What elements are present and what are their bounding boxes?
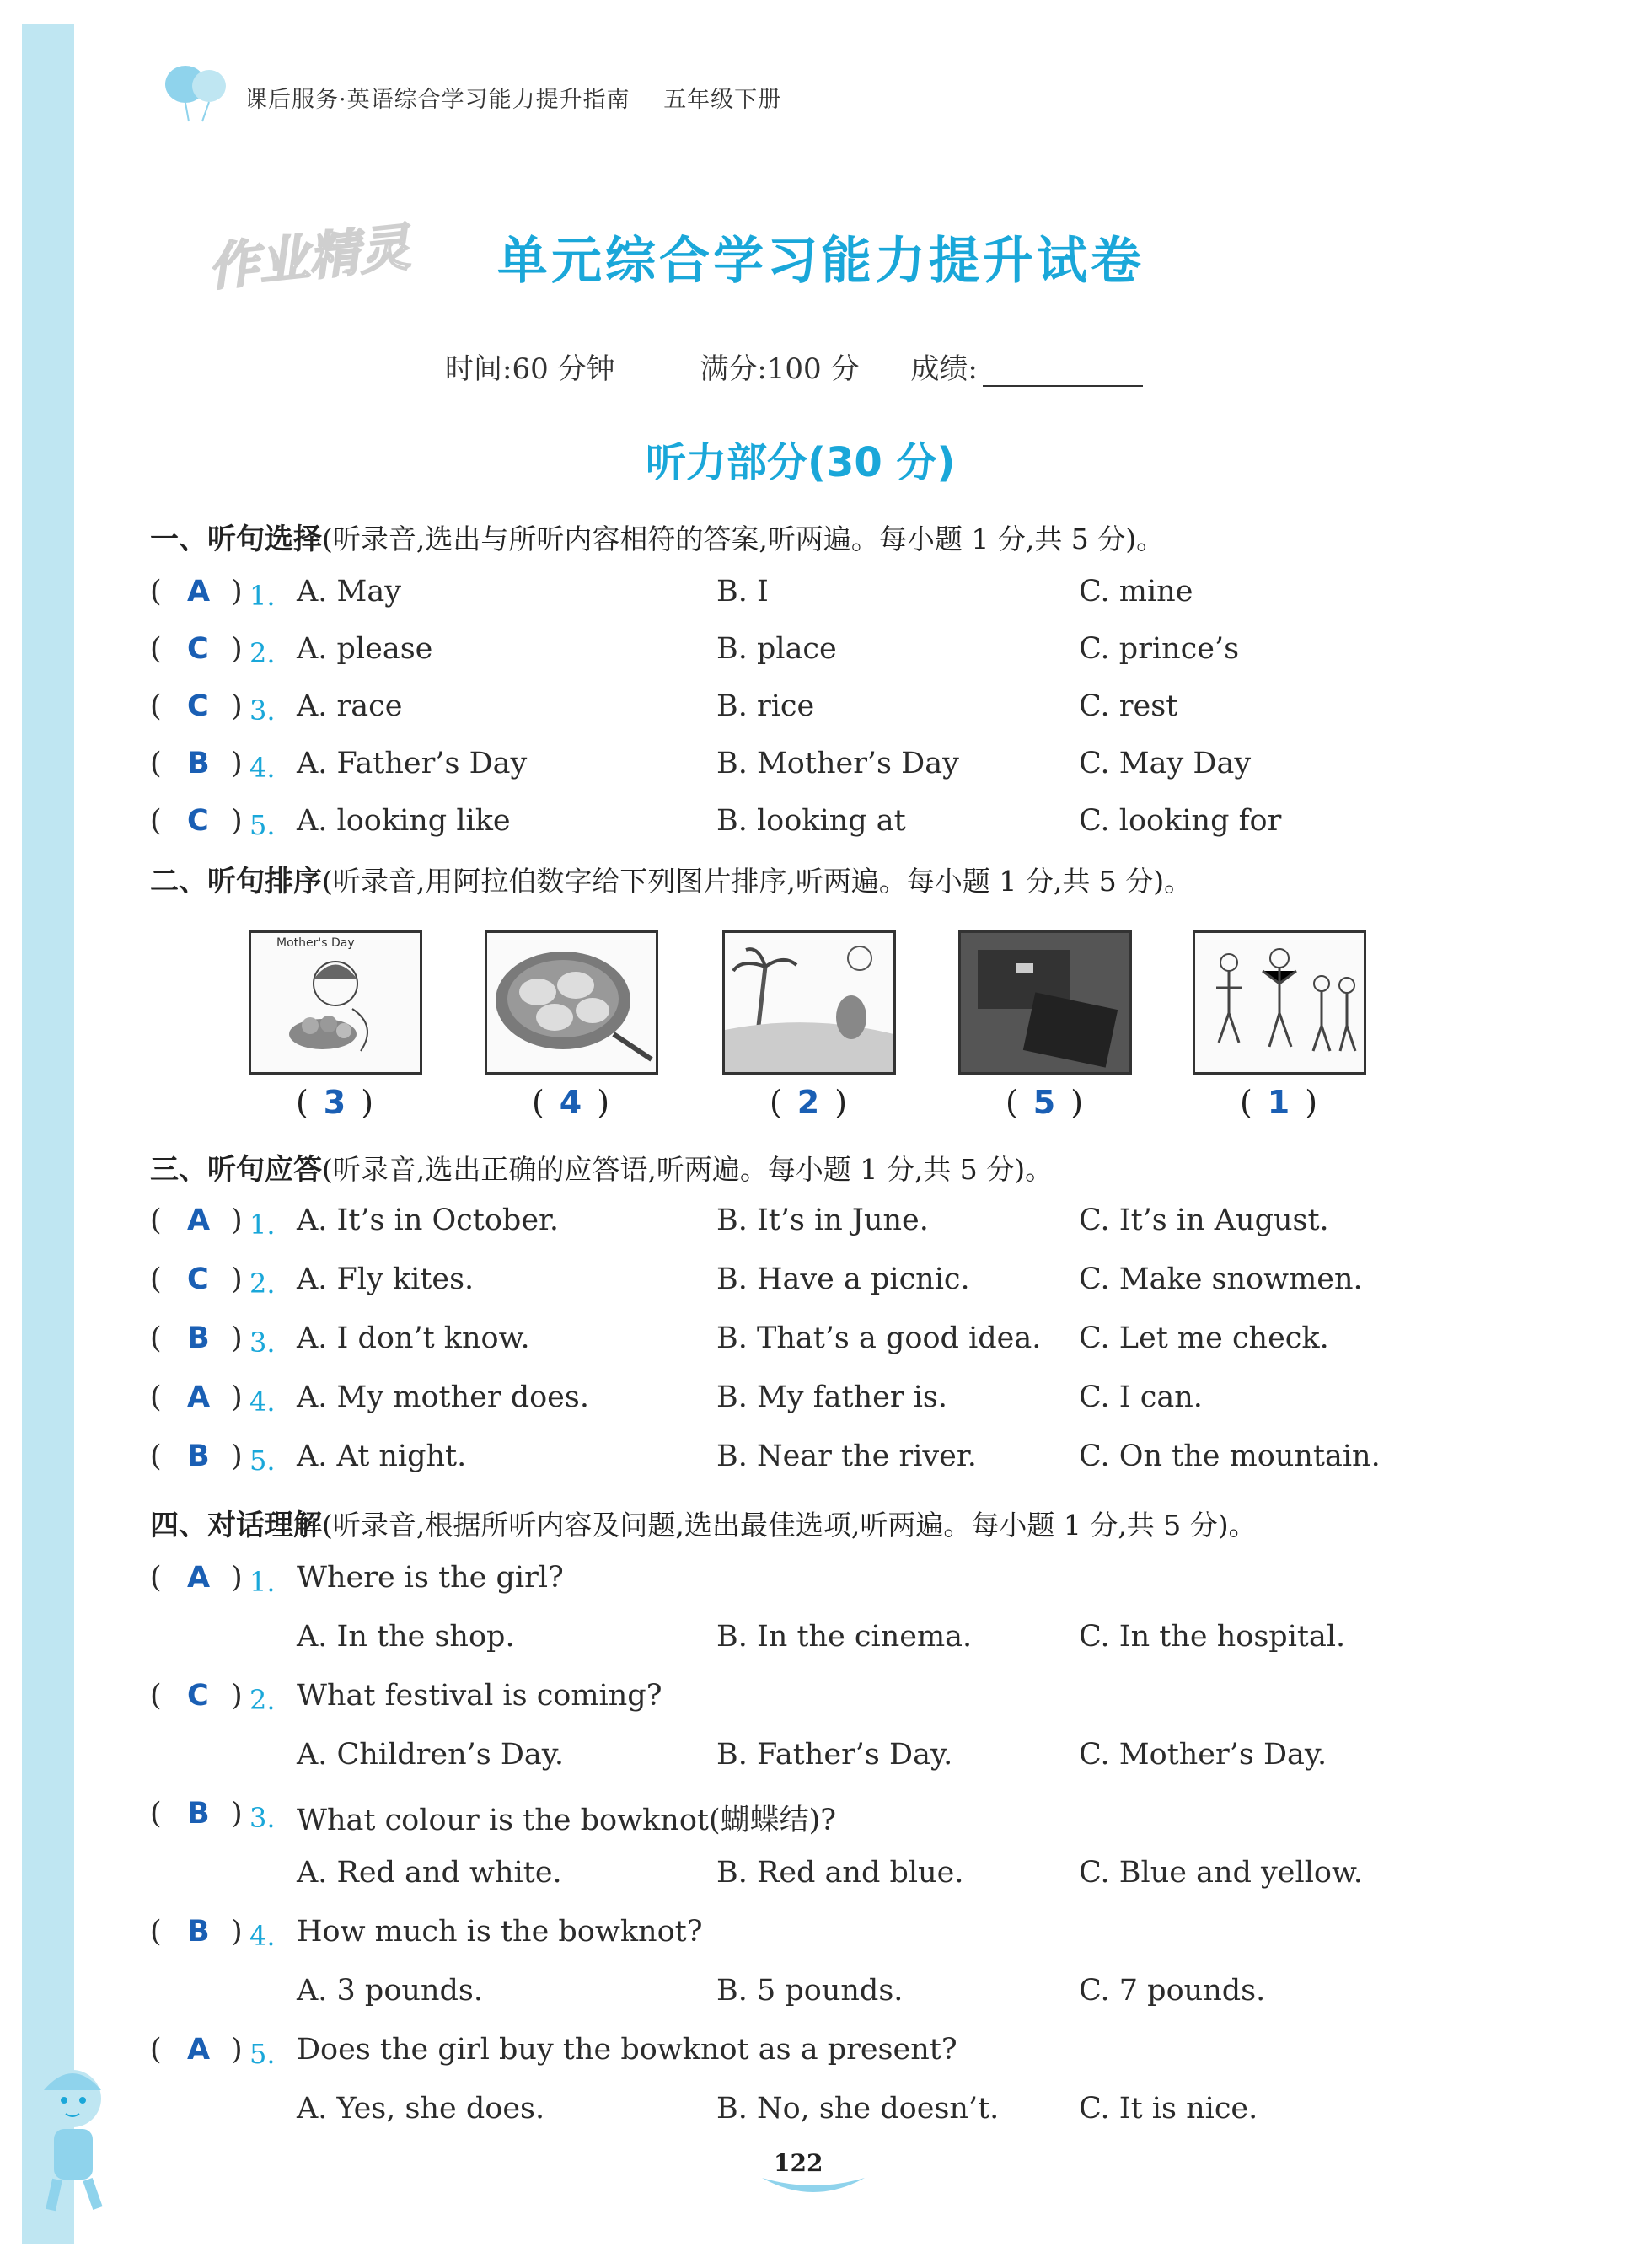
order-answer: 4 <box>559 1084 582 1121</box>
option-c[interactable]: C. On the mountain. <box>1079 1440 1381 1473</box>
answer-paren-open: ( <box>150 1797 162 1831</box>
picture-mothers-day <box>249 930 422 1075</box>
option-c[interactable]: C. rest <box>1079 689 1178 723</box>
option-a[interactable]: A. Fly kites. <box>297 1263 475 1296</box>
question-row <box>150 747 1499 789</box>
score-label: 成绩: <box>910 352 978 386</box>
option-a[interactable]: A. I don’t know. <box>297 1322 530 1355</box>
question-row <box>150 1561 1499 1603</box>
option-b[interactable]: B. place <box>716 632 837 666</box>
option-b[interactable]: B. It’s in June. <box>716 1204 929 1237</box>
cartoon-kid-icon <box>32 2056 125 2217</box>
question-text: Does the girl buy the bowknot as a present? <box>297 2033 957 2067</box>
option-b[interactable]: B. Mother’s Day <box>716 747 959 780</box>
question-number: 2. <box>249 637 276 669</box>
page-number: 122 <box>774 2149 823 2177</box>
order-answer: 1 <box>1267 1084 1290 1121</box>
option-b[interactable]: B. That’s a good idea. <box>716 1322 1042 1355</box>
answer-letter[interactable]: B <box>187 1440 210 1473</box>
option-b[interactable]: B. Father’s Day. <box>716 1738 953 1772</box>
option-a[interactable]: A. please <box>297 632 433 666</box>
picture-row <box>249 930 1412 1078</box>
section-head: 一、听句选择 <box>150 523 322 556</box>
answer-letter[interactable]: A <box>187 1381 211 1414</box>
option-c[interactable]: C. It is nice. <box>1079 2092 1258 2126</box>
option-a[interactable]: A. looking like <box>297 804 511 838</box>
option-a[interactable]: A. Children’s Day. <box>297 1738 565 1772</box>
option-c[interactable]: C. prince’s <box>1079 632 1240 666</box>
option-c[interactable]: C. Blue and yellow. <box>1079 1856 1363 1890</box>
order-blank-5[interactable]: ( 1 ) <box>1239 1084 1318 1121</box>
answer-paren-close: ) <box>231 1797 243 1831</box>
section-desc: (听录音,选出正确的应答语,听两遍。每小题 1 分,共 5 分)。 <box>322 1153 1054 1186</box>
question-row <box>150 1679 1499 1721</box>
question-row <box>150 1915 1499 1957</box>
answer-paren-close: ) <box>231 689 243 723</box>
question-row <box>150 689 1499 732</box>
section-1-heading <box>150 516 1164 557</box>
time-limit: 时间:60 分钟 <box>445 352 615 386</box>
answer-paren-close: ) <box>231 1263 243 1296</box>
option-b[interactable]: B. 5 pounds. <box>716 1974 904 2008</box>
option-a[interactable]: A. Yes, she does. <box>297 2092 545 2126</box>
answer-letter[interactable]: A <box>187 575 211 609</box>
option-a[interactable]: A. My mother does. <box>297 1381 589 1414</box>
order-blank-1[interactable]: ( 3 ) <box>295 1084 374 1121</box>
option-b[interactable]: B. I <box>716 575 769 609</box>
answer-paren-open: ( <box>150 747 162 780</box>
option-a[interactable]: A. In the shop. <box>297 1620 515 1654</box>
option-b[interactable]: B. rice <box>716 689 815 723</box>
part-title: 听力部分(30 分) <box>646 439 956 486</box>
option-c[interactable]: C. I can. <box>1079 1381 1203 1414</box>
order-answer: 2 <box>796 1084 820 1121</box>
question-number: 5. <box>249 1445 276 1477</box>
section-3-heading <box>150 1146 1053 1188</box>
answer-paren-open: ( <box>150 2033 162 2067</box>
options-row <box>150 1620 1499 1662</box>
question-row <box>150 1263 1499 1305</box>
answer-letter[interactable]: B <box>187 1915 210 1949</box>
options-row <box>150 2092 1499 2134</box>
grade-label: 五年级下册 <box>663 87 782 113</box>
option-c[interactable]: C. Mother’s Day. <box>1079 1738 1327 1772</box>
option-a[interactable]: A. race <box>297 689 403 723</box>
question-row <box>150 1797 1499 1839</box>
section-head: 四、对话理解 <box>150 1509 322 1542</box>
options-row <box>150 1856 1499 1898</box>
answer-letter[interactable]: B <box>187 1797 210 1831</box>
question-text: What colour is the bowknot(蝴蝶结)? <box>297 1804 837 1837</box>
question-row <box>150 2033 1499 2075</box>
option-c[interactable]: C. In the hospital. <box>1079 1620 1346 1654</box>
running-header <box>244 81 807 114</box>
page-title: 单元综合学习能力提升试卷 <box>497 232 1145 291</box>
page-swoosh-decor <box>759 2173 868 2201</box>
question-number: 3. <box>249 1802 276 1834</box>
order-blank-2[interactable]: ( 4 ) <box>531 1084 610 1121</box>
question-row <box>150 632 1499 674</box>
order-answer: 5 <box>1032 1084 1056 1121</box>
option-a[interactable]: A. May <box>297 575 402 609</box>
answer-paren-close: ) <box>231 1561 243 1595</box>
question-row <box>150 575 1499 617</box>
option-c[interactable]: C. Make snowmen. <box>1079 1263 1363 1296</box>
question-number: 2. <box>249 1684 276 1716</box>
order-answer: 3 <box>323 1084 346 1121</box>
answer-paren-open: ( <box>150 1322 162 1355</box>
answer-letter[interactable]: A <box>187 1561 211 1595</box>
series-title: 课后服务·英语综合学习能力提升指南 <box>244 87 630 113</box>
question-number: 4. <box>249 1920 276 1952</box>
picture-family-race <box>1193 930 1366 1075</box>
section-desc: (听录音,用阿拉伯数字给下列图片排序,听两遍。每小题 1 分,共 5 分)。 <box>322 865 1193 898</box>
order-blank-3[interactable]: ( 2 ) <box>769 1084 848 1121</box>
question-row <box>150 1204 1499 1246</box>
answer-letter[interactable]: A <box>187 2033 211 2067</box>
section-2-heading <box>150 858 1192 899</box>
question-row <box>150 804 1499 846</box>
answer-letter[interactable]: A <box>187 1204 211 1237</box>
question-text: Where is the girl? <box>297 1561 564 1595</box>
question-text: How much is the bowknot? <box>297 1915 703 1949</box>
exam-meta <box>445 346 1219 387</box>
option-c[interactable]: C. Let me check. <box>1079 1322 1329 1355</box>
option-b[interactable]: B. Have a picnic. <box>716 1263 970 1296</box>
option-c[interactable]: C. 7 pounds. <box>1079 1974 1266 2008</box>
option-a[interactable]: A. At night. <box>297 1440 467 1473</box>
left-decor-stripe <box>22 24 74 2244</box>
answer-paren-open: ( <box>150 575 162 609</box>
answer-letter[interactable]: C <box>187 1263 209 1296</box>
option-a[interactable]: A. Red and white. <box>297 1856 562 1890</box>
option-b[interactable]: B. looking at <box>716 804 906 838</box>
question-number: 5. <box>249 2038 276 2070</box>
question-number: 1. <box>249 580 276 612</box>
answer-paren-close: ) <box>231 747 243 780</box>
options-row <box>150 1974 1499 2016</box>
option-c[interactable]: C. looking for <box>1079 804 1282 838</box>
answer-paren-open: ( <box>150 689 162 723</box>
option-c[interactable]: C. mine <box>1079 575 1193 609</box>
answer-paren-open: ( <box>150 632 162 666</box>
option-a[interactable]: A. 3 pounds. <box>297 1974 483 2008</box>
answer-paren-close: ) <box>231 1440 243 1473</box>
answer-paren-open: ( <box>150 1440 162 1473</box>
answer-letter[interactable]: B <box>187 1322 210 1355</box>
answer-letter[interactable]: B <box>187 747 210 780</box>
answer-paren-close: ) <box>231 575 243 609</box>
answer-paren-close: ) <box>231 2033 243 2067</box>
answer-paren-open: ( <box>150 804 162 838</box>
answer-letter[interactable]: C <box>187 632 209 666</box>
question-number: 3. <box>249 1327 276 1359</box>
answer-paren-open: ( <box>150 1679 162 1713</box>
picture-gift-box <box>958 930 1132 1075</box>
option-b[interactable]: B. No, she doesn’t. <box>716 2092 1000 2126</box>
option-a[interactable]: A. Father’s Day <box>297 747 528 780</box>
answer-paren-open: ( <box>150 1381 162 1414</box>
option-b[interactable]: B. In the cinema. <box>716 1620 973 1654</box>
question-number: 5. <box>249 809 276 841</box>
answer-letter[interactable]: C <box>187 1679 209 1713</box>
answer-paren-close: ) <box>231 804 243 838</box>
picture-beach <box>722 930 896 1075</box>
picture-caption: Mother's Day <box>276 936 355 950</box>
question-number: 4. <box>249 752 276 784</box>
answer-letter[interactable]: C <box>187 689 209 723</box>
question-text: What festival is coming? <box>297 1679 662 1713</box>
section-head: 二、听句排序 <box>150 865 322 898</box>
full-marks: 满分:100 分 <box>700 352 860 386</box>
options-row <box>150 1738 1499 1780</box>
picture-dumplings <box>485 930 658 1075</box>
order-blank-4[interactable]: ( 5 ) <box>1005 1084 1084 1121</box>
answer-paren-open: ( <box>150 1263 162 1296</box>
question-number: 1. <box>249 1566 276 1598</box>
answer-paren-open: ( <box>150 1915 162 1949</box>
answer-paren-close: ) <box>231 1322 243 1355</box>
section-head: 三、听句应答 <box>150 1153 322 1187</box>
question-number: 2. <box>249 1268 276 1300</box>
answer-paren-open: ( <box>150 1204 162 1237</box>
question-row <box>150 1440 1499 1482</box>
score-blank <box>983 362 1143 387</box>
question-number: 1. <box>249 1209 276 1241</box>
section-desc: (听录音,根据所听内容及问题,选出最佳选项,听两遍。每小题 1 分,共 5 分)。 <box>322 1509 1257 1541</box>
option-b[interactable]: B. Red and blue. <box>716 1856 964 1890</box>
question-row <box>150 1322 1499 1364</box>
option-b[interactable]: B. Near the river. <box>716 1440 977 1473</box>
section-4-heading <box>150 1502 1257 1543</box>
option-c[interactable]: C. It’s in August. <box>1079 1204 1329 1237</box>
answer-paren-close: ) <box>231 1204 243 1237</box>
answer-paren-close: ) <box>231 632 243 666</box>
question-number: 3. <box>249 694 276 727</box>
question-row <box>150 1381 1499 1423</box>
answer-paren-close: ) <box>231 1381 243 1414</box>
answer-paren-open: ( <box>150 1561 162 1595</box>
answer-paren-close: ) <box>231 1915 243 1949</box>
section-desc: (听录音,选出与所听内容相符的答案,听两遍。每小题 1 分,共 5 分)。 <box>322 523 1165 555</box>
question-number: 4. <box>249 1386 276 1418</box>
answer-paren-close: ) <box>231 1679 243 1713</box>
balloon-icon <box>160 61 236 128</box>
option-a[interactable]: A. It’s in October. <box>297 1204 560 1237</box>
option-c[interactable]: C. May Day <box>1079 747 1252 780</box>
answer-letter[interactable]: C <box>187 804 209 838</box>
option-b[interactable]: B. My father is. <box>716 1381 947 1414</box>
watermark-logo: 作业精灵 <box>205 217 413 298</box>
